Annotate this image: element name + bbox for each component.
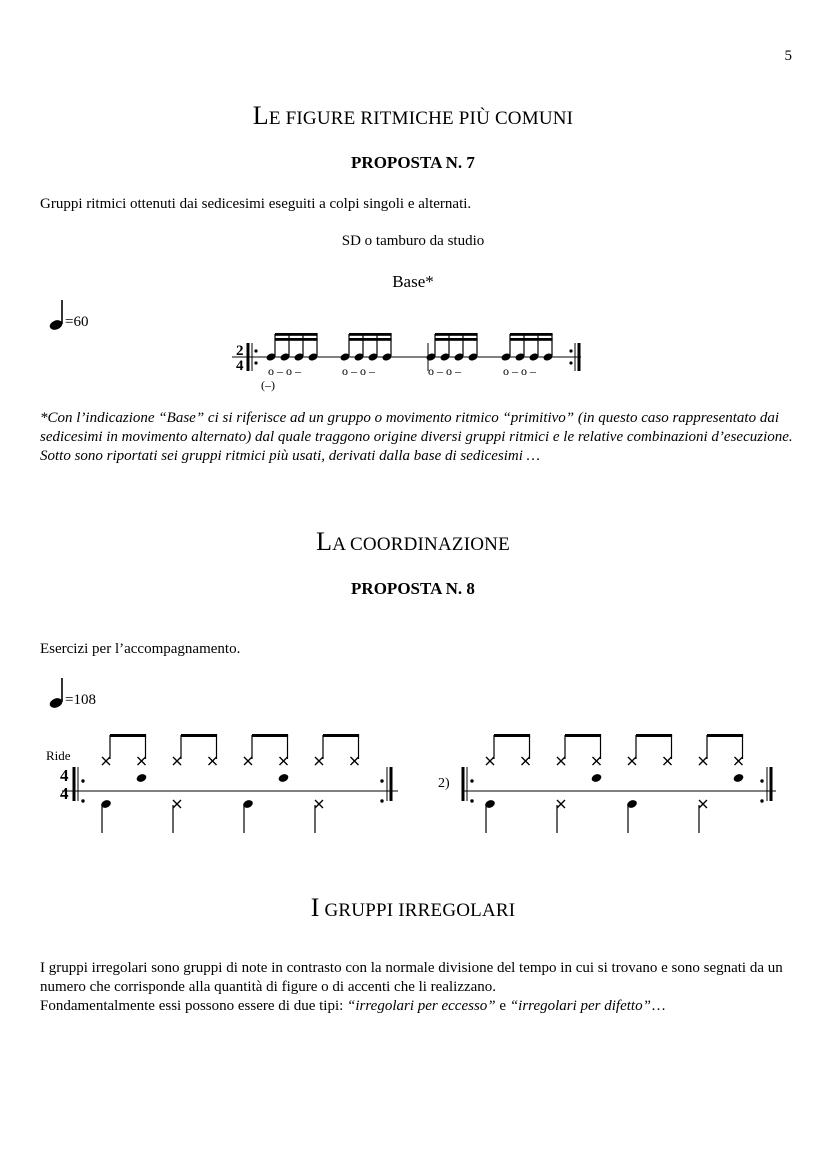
ride-cymbal-x-note <box>244 757 252 765</box>
ride-cymbal-x-note <box>557 757 565 765</box>
eighth-beam <box>110 734 146 737</box>
irregular-excess: “irregolari per eccesso” <box>347 998 496 1014</box>
section-title-gruppi-irregolari <box>0 893 826 923</box>
title-rest: E FIGURE RITMICHE PIÙ COMUNI <box>268 108 574 129</box>
ride-cymbal-x-note <box>628 757 636 765</box>
sticking-marks: o – o – <box>268 364 301 378</box>
eighth-beam <box>323 734 359 737</box>
hihat-foot-x-note <box>557 800 565 808</box>
ride-cymbal-x-note <box>522 757 530 765</box>
eighth-beam <box>494 734 530 737</box>
tempo-marking-60 <box>48 298 138 338</box>
beam-secondary <box>349 338 392 341</box>
eighth-beam <box>636 734 672 737</box>
proposal-8-description: Esercizi per l’accompagnamento. <box>40 641 241 657</box>
irregular-ellipsis: … <box>650 998 666 1014</box>
proposal-7-description: Gruppi ritmici ottenuti dai sedicesimi eseguiti a colpi singoli e alternati. <box>40 196 472 212</box>
beam-primary <box>349 333 392 336</box>
beam-secondary <box>510 338 553 341</box>
quarter-note-icon <box>48 298 138 338</box>
ride-cymbal-x-note <box>486 757 494 765</box>
snare-note-head <box>278 773 290 783</box>
snare-note-head <box>733 773 745 783</box>
tempo-value: =60 <box>65 314 89 330</box>
instrument-label: SD o tamburo da studio <box>341 233 485 249</box>
sticking-marks: o – o – <box>503 364 536 378</box>
time-signature-bottom: 4 <box>60 784 69 803</box>
sticking-marks: o – o – <box>342 364 375 378</box>
paren-marking: (–) <box>261 378 275 392</box>
irregular-groups-paragraph <box>40 959 800 1016</box>
beam-secondary <box>275 338 318 341</box>
ride-cymbal-x-note <box>315 757 323 765</box>
eighth-beam <box>252 734 288 737</box>
title-initial: I <box>310 893 320 922</box>
irregular-types-intro: Fondamentalmente essi possono essere di due tipi: <box>40 998 348 1014</box>
beam-primary <box>275 333 318 336</box>
sticking-marks: o – o – <box>428 364 461 378</box>
irregular-conjunction: e <box>495 998 510 1014</box>
title-rest: GRUPPI IRREGOLARI <box>319 900 516 921</box>
coordination-exercise-1 <box>40 725 410 865</box>
ride-cymbal-x-note <box>173 757 181 765</box>
snare-note-head <box>591 773 603 783</box>
ride-cymbal-x-note <box>280 757 288 765</box>
title-initial: L <box>316 527 333 556</box>
ride-cymbal-x-note <box>209 757 217 765</box>
title-initial: L <box>252 101 269 130</box>
page-number: 5 <box>784 48 792 64</box>
section-title-coordinazione <box>0 527 826 557</box>
proposal-7-heading: PROPOSTA N. 7 <box>351 153 475 172</box>
ride-cymbal-x-note <box>593 757 601 765</box>
exercise-2-label: 2) <box>438 776 450 791</box>
beam-primary <box>435 333 478 336</box>
tempo-value: =108 <box>65 692 96 708</box>
ride-cymbal-x-note <box>102 757 110 765</box>
base-footnote: *Con l’indicazione “Base” ci si riferisce ad un gruppo o movimento ritmico “primitivo” (in questo caso rappresentato dai sedicesimi in movimento alternato) dal quale traggono origine diversi gruppi ritmici e le relative combinazioni d’esecuzione. Sotto sono riportati sei gruppi ritmici più usati, derivati dalla base di sedicesimi … <box>40 410 793 464</box>
beam-secondary <box>435 338 478 341</box>
ride-cymbal-x-note <box>138 757 146 765</box>
base-label: Base* <box>392 272 434 291</box>
irregular-defect: “irregolari per difetto” <box>509 998 651 1014</box>
ride-cymbal-x-note <box>664 757 672 765</box>
ride-label: Ride <box>46 748 71 763</box>
coordination-exercise-2 <box>436 725 796 865</box>
title-rest: A COORDINAZIONE <box>332 534 510 555</box>
section-title-figure-ritmiche <box>0 101 826 131</box>
tempo-marking-108 <box>48 676 148 716</box>
ride-cymbal-x-note <box>735 757 743 765</box>
hihat-foot-x-note <box>173 800 181 808</box>
proposal-8-heading: PROPOSTA N. 8 <box>351 579 475 598</box>
base-sixteenth-staff <box>226 325 606 395</box>
hihat-foot-x-note <box>315 800 323 808</box>
time-signature-top: 2 <box>236 343 244 359</box>
hihat-foot-x-note <box>699 800 707 808</box>
eighth-beam <box>707 734 743 737</box>
eighth-beam <box>565 734 601 737</box>
eighth-beam <box>181 734 217 737</box>
ride-cymbal-x-note <box>351 757 359 765</box>
snare-note-head <box>136 773 148 783</box>
irregular-groups-definition: I gruppi irregolari sono gruppi di note in contrasto con la normale divisione del tempo in cui si trovano e sono segnati da un numero che corrisponde alla quantità di figure o di accenti che li realizzano. <box>40 960 783 995</box>
quarter-note-icon <box>48 676 148 716</box>
ride-cymbal-x-note <box>699 757 707 765</box>
time-signature-top: 4 <box>60 766 69 785</box>
time-signature-bottom: 4 <box>236 358 244 374</box>
beam-primary <box>510 333 553 336</box>
